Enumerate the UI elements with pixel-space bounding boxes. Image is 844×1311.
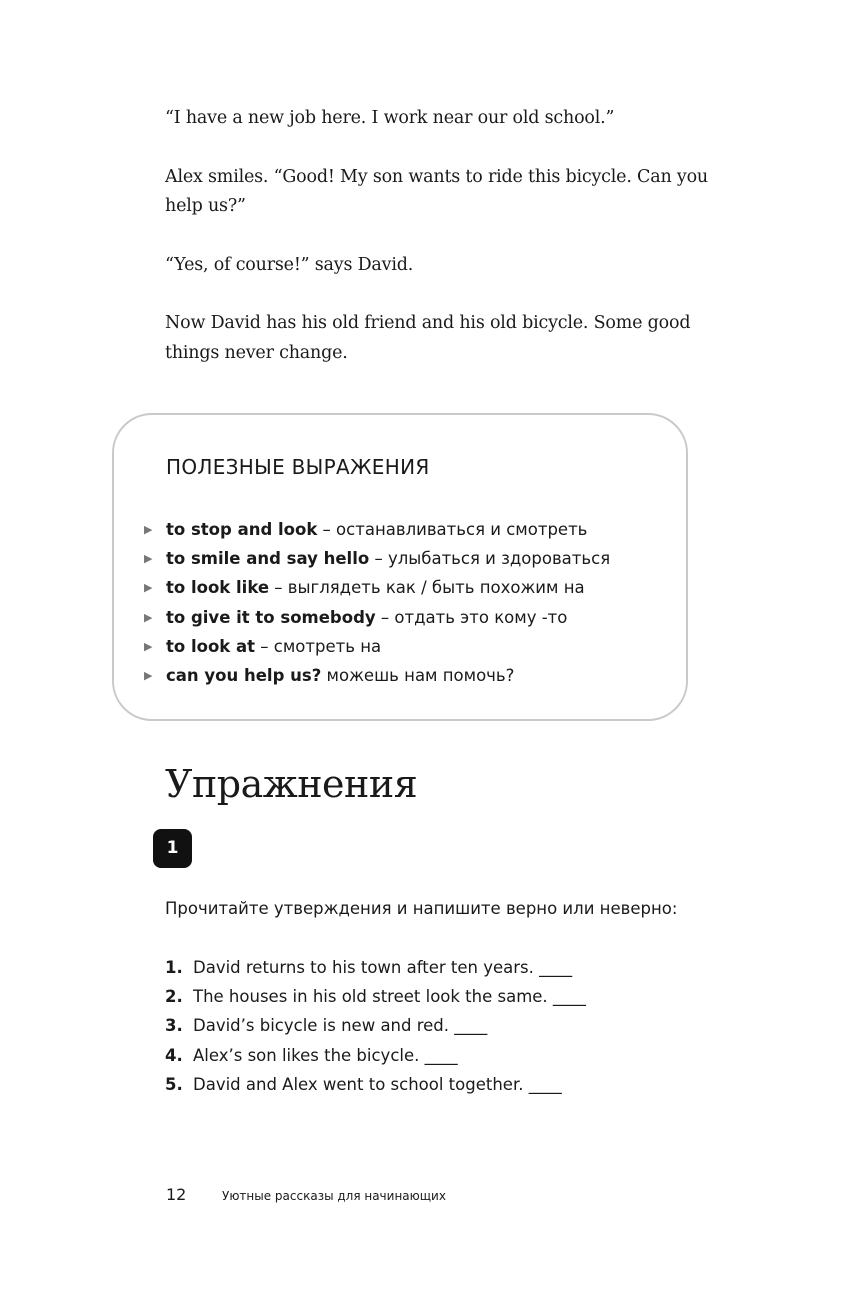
page-footer: [166, 1185, 446, 1204]
statement-item: [165, 953, 586, 982]
phrase-english: to stop and look: [166, 520, 318, 539]
statement-text: David returns to his town after ten years. ____: [193, 958, 573, 977]
phrase-translation: можешь нам помочь?: [321, 665, 515, 685]
phrase-item: [144, 544, 610, 573]
phrase-item: [144, 515, 610, 544]
play-triangle-icon: ▶: [144, 523, 153, 536]
statement-text: David’s bicycle is new and red. ____: [193, 1016, 488, 1036]
phrase-english: can you help us?: [166, 665, 322, 685]
statement-text: David and Alex went to school together. ____: [193, 1074, 562, 1094]
story-paragraph: Now David has his old friend and his old bicycle. Some good things never change.: [165, 313, 691, 363]
useful-phrases-title: ПОЛЕЗНЫЕ ВЫРАЖЕНИЯ: [166, 455, 430, 479]
phrase-item: [144, 573, 610, 602]
exercise-number-badge: 1: [153, 829, 192, 868]
play-triangle-icon: ▶: [144, 610, 153, 624]
phrase-english: to give it to somebody: [166, 607, 376, 627]
story-paragraph: Alex smiles. “Good! My son wants to ride this bicycle. Can you help us?”: [165, 166, 709, 216]
exercises-heading: Упражнения: [165, 762, 418, 806]
story-text: [165, 104, 745, 397]
book-title: Уютные рассказы для начинающих: [222, 1189, 446, 1203]
phrase-translation: – останавливаться и смотреть: [317, 520, 588, 539]
phrase-translation: – отдать это кому -то: [375, 607, 568, 627]
statement-number: 3.: [165, 1016, 183, 1036]
phrase-item: [144, 632, 610, 661]
phrase-translation: – смотреть на: [255, 636, 382, 656]
play-triangle-icon: ▶: [144, 668, 153, 682]
phrase-translation: – выглядеть как / быть похожим на: [269, 578, 585, 598]
page-number: 12: [166, 1185, 187, 1204]
useful-phrases-box: [112, 413, 688, 721]
play-triangle-icon: ▶: [144, 581, 153, 595]
statement-number: 2.: [165, 987, 183, 1007]
story-paragraph: “Yes, of course!” says David.: [165, 254, 414, 275]
statement-text: The houses in his old street look the same. ____: [193, 987, 586, 1007]
statements-list: [165, 953, 586, 1099]
statement-item: [165, 1041, 586, 1070]
phrase-item: [144, 661, 610, 690]
statement-number: 5.: [165, 1074, 183, 1094]
statement-number: 4.: [165, 1045, 183, 1065]
phrase-english: to look like: [166, 578, 270, 598]
statement-item: [165, 1070, 586, 1099]
useful-phrases-list: [144, 515, 610, 690]
statement-number: 1.: [165, 958, 183, 977]
story-paragraph: “I have a new job here. I work near our old school.”: [165, 108, 615, 128]
phrase-english: to look at: [166, 636, 256, 656]
exercise-instruction: Прочитайте утверждения и напишите верно или неверно:: [165, 899, 678, 918]
play-triangle-icon: ▶: [144, 639, 153, 653]
phrase-translation: – улыбаться и здороваться: [369, 549, 611, 569]
play-triangle-icon: ▶: [144, 552, 153, 566]
phrase-english: to smile and say hello: [166, 549, 370, 569]
statement-text: Alex’s son likes the bicycle. ____: [193, 1045, 458, 1065]
statement-item: [165, 982, 586, 1011]
phrase-item: [144, 603, 610, 632]
statement-item: [165, 1011, 586, 1040]
